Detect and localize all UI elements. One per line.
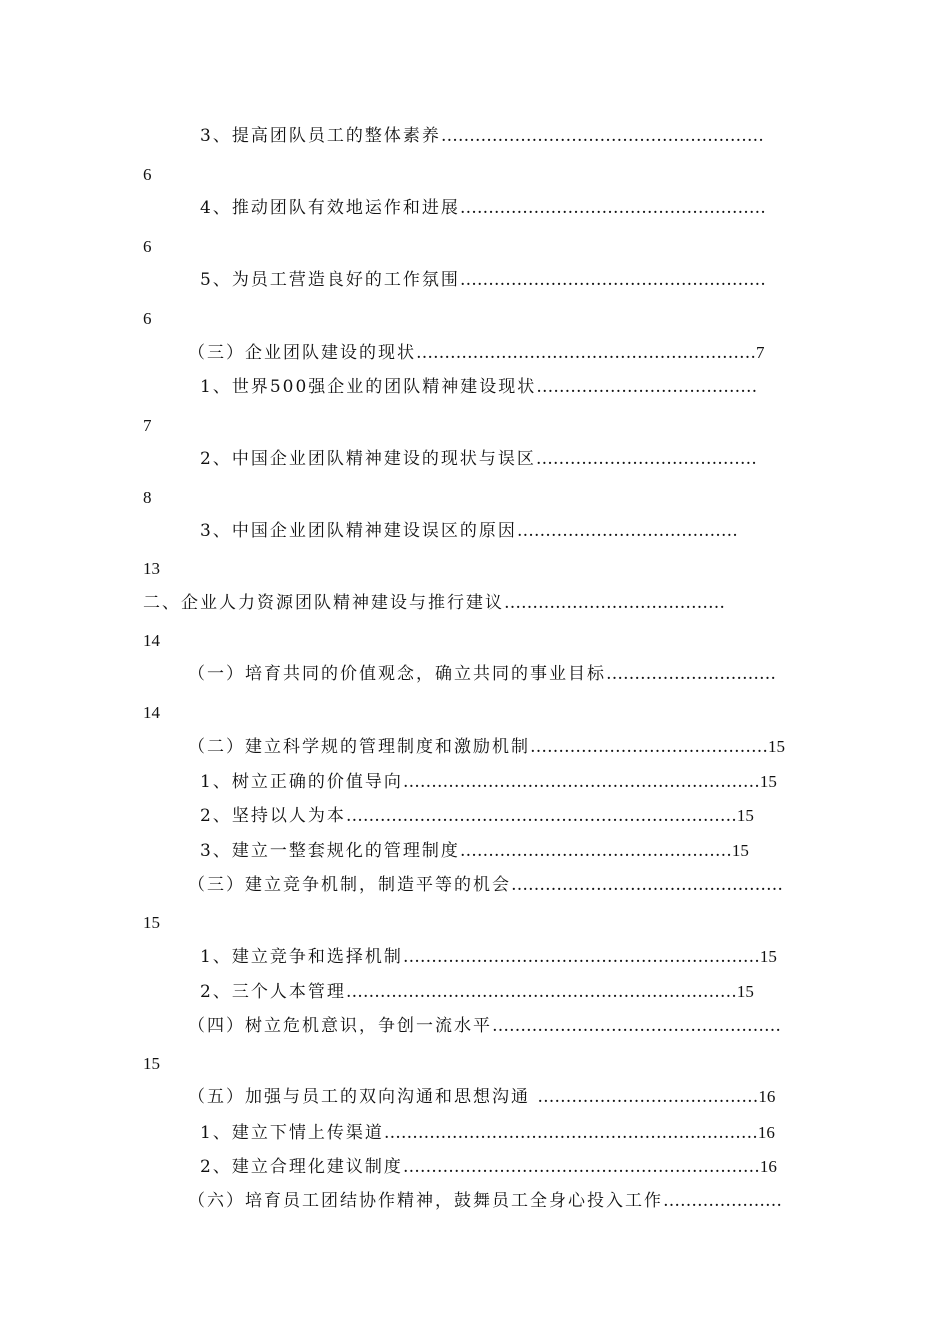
toc-entry [188,874,783,896]
toc-entry-title: 2、中国企业团队精神建设的现状与误区 [200,449,536,469]
toc-entry [200,771,777,793]
toc-entry-title: 2、三个人本管理 [200,982,346,1002]
toc-entry [200,840,749,862]
toc-entry-title: （六）培育员工团结协作精神，鼓舞员工全身心投入工作 [188,1191,663,1211]
toc-page-number: 14 [143,631,160,650]
toc-leader-dots: ………………………………………………………… [383,1123,758,1143]
toc-page-number: 7 [756,343,765,362]
toc-leader-dots: …………………………………………… [492,1016,781,1036]
toc-entry [200,448,757,470]
toc-leader-dots: …………………………………… [530,737,768,757]
toc-leader-dots: ……………………………………………………… [402,772,760,792]
toc-entry [188,1190,782,1212]
toc-entry [200,805,754,827]
toc-leader-dots: ………………………………………… [459,841,732,861]
toc-entry-title: 4、推动团队有效地运作和进展 [200,198,460,218]
toc-leader-dots: ……………………………………………………… [402,1157,760,1177]
toc-page-number: 15 [143,913,160,932]
toc-entry [200,197,766,219]
toc-entry [143,592,725,614]
toc-page-number: 15 [736,982,754,1001]
toc-entry-title: 二、企业人力资源团队精神建设与推行建议 [143,593,504,613]
toc-leader-dots: ………………………………… [537,1087,759,1107]
toc-entry [188,1015,781,1037]
toc-leader-dots: ……………………………………………… [459,198,766,218]
toc-entry-title: （一）培育共同的价值观念，确立共同的事业目标 [188,664,606,684]
toc-entry-title: （三）企业团队建设的现状 [188,343,416,363]
toc-page-number: 14 [143,703,160,722]
toc-entry-title: （二）建立科学规的管理制度和激励机制 [188,737,530,757]
toc-entry [200,981,754,1003]
toc-entry [188,342,765,364]
toc-page-number: 16 [759,1157,777,1176]
toc-page-number: 6 [143,165,152,184]
toc-entry [200,125,764,147]
toc-entry [200,1156,777,1178]
toc-page-number: 15 [143,1054,160,1073]
toc-leader-dots: ……………………………………………………… [402,947,760,967]
toc-page-number: 16 [757,1123,775,1142]
toc-entry [188,736,785,758]
toc-entry-title: 3、中国企业团队精神建设误区的原因 [200,521,517,541]
toc-leader-dots: ………………………………………… [511,875,783,895]
toc-leader-dots: ………………………………… [516,521,738,541]
toc-leader-dots: …………………………………………………… [416,343,756,363]
toc-page-number: 8 [143,488,152,507]
toc-entry-title: 1、树立正确的价值导向 [200,772,403,792]
toc-entry [200,269,766,291]
toc-leader-dots: ………………… [663,1191,782,1211]
toc-entry [188,663,776,685]
toc-entry-title: 5、为员工营造良好的工作氛围 [200,270,460,290]
toc-entry [200,376,757,398]
toc-entry [200,520,738,542]
toc-page-number: 16 [758,1087,776,1106]
toc-entry-title: 1、建立下情上传渠道 [200,1123,384,1143]
toc-entry-title: （三）建立竞争机制，制造平等的机会 [188,875,511,895]
toc-entry [200,946,777,968]
toc-entry-title: 3、建立一整套规化的管理制度 [200,841,460,861]
toc-leader-dots: …………………………………………………………… [345,982,737,1002]
toc-entry-title: （四）树立危机意识，争创一流水平 [188,1016,492,1036]
toc-page-number: 15 [759,947,777,966]
toc-entry-title: 1、建立竞争和选择机制 [200,947,403,967]
toc-leader-dots: ………………………………… [535,449,757,469]
toc-entry-title: 3、提高团队员工的整体素养 [200,126,441,146]
toc-page-number: 6 [143,309,152,328]
toc-leader-dots: ………………………………… [504,593,725,613]
toc-entry-title: （五）加强与员工的双向沟通和思想沟通 [188,1087,538,1107]
toc-entry-title: 2、坚持以人为本 [200,806,346,826]
toc-page-number: 13 [143,559,160,578]
toc-page-number: 15 [736,806,754,825]
toc-entry-title: 2、建立合理化建议制度 [200,1157,403,1177]
toc-entry [188,1086,775,1108]
toc-entry-title: 1、世界500强企业的团队精神建设现状 [200,377,537,397]
toc-leader-dots: ………………………………………………… [440,126,764,146]
toc-page-number: 15 [759,772,777,791]
toc-page-number: 6 [143,237,152,256]
toc-leader-dots: ………………………… [606,664,776,684]
toc-page-number: 15 [768,737,785,756]
toc-leader-dots: ………………………………… [536,377,758,397]
toc-leader-dots: ……………………………………………… [459,270,766,290]
toc-page-number: 15 [731,841,749,860]
toc-page-number: 7 [143,416,152,435]
toc-entry [200,1122,775,1144]
toc-leader-dots: …………………………………………………………… [345,806,737,826]
